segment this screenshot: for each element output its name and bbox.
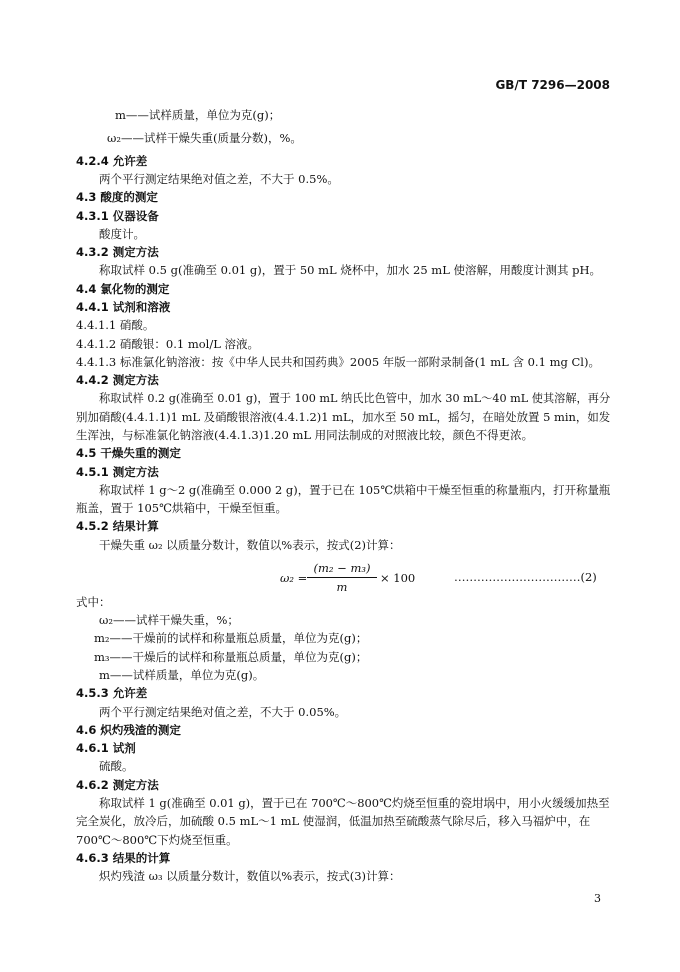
paragraph: 酸度计。 xyxy=(99,227,145,241)
formula-lhs: ω₂ = xyxy=(280,571,308,585)
section-heading: 4.6.1 试剂 xyxy=(76,741,136,755)
list-item: 4.4.1.3 标准氯化钠溶液：按《中华人民共和国药典》2005 年版一部附录制备(1 mL 含 0.1 mg Cl)。 xyxy=(76,355,600,369)
paragraph: 称取试样 1 g(准确至 0.01 g)，置于已在 700℃～800℃灼烧至恒重的瓷坩埚中，用小火缓缓加热至 xyxy=(99,796,610,810)
paragraph: 称取试样 0.5 g(准确至 0.01 g)，置于 50 mL 烧杯中，加水 25 mL 使溶解，用酸度计测其 pH。 xyxy=(99,263,602,277)
var-def-m2: m₂——干燥前的试样和称量瓶总质量，单位为克(g)； xyxy=(94,631,368,645)
paragraph: 称取试样 1 g～2 g(准确至 0.000 2 g)，置于已在 105℃烘箱中干燥至恒重的称量瓶内，打开称量瓶 xyxy=(99,483,611,497)
section-heading: 4.6 炽灼残渣的测定 xyxy=(76,723,181,737)
section-heading: 4.4 氯化物的测定 xyxy=(76,282,170,296)
section-heading: 4.4.2 测定方法 xyxy=(76,373,159,387)
paragraph: 两个平行测定结果绝对值之差，不大于 0.5%。 xyxy=(99,172,339,186)
var-def-w2: ω₂——试样干燥失重(质量分数)，%。 xyxy=(107,131,302,145)
paragraph: 炽灼残渣 ω₃ 以质量分数计，数值以%表示，按式(3)计算： xyxy=(99,869,401,883)
fraction-bar xyxy=(307,577,377,578)
paragraph: 硫酸。 xyxy=(99,759,134,773)
formula-rhs: × 100 xyxy=(380,571,416,585)
equation-number: ……………………………(2) xyxy=(454,570,597,584)
section-heading: 4.2.4 允许差 xyxy=(76,154,148,168)
section-heading: 4.6.3 结果的计算 xyxy=(76,851,171,865)
section-heading: 4.4.1 试剂和溶液 xyxy=(76,300,171,314)
standard-number: GB/T 7296—2008 xyxy=(495,78,610,92)
paragraph: 瓶盖，置于 105℃烘箱中，干燥至恒重。 xyxy=(76,501,287,515)
section-heading: 4.5.1 测定方法 xyxy=(76,465,159,479)
var-def-m: m——试样质量，单位为克(g)。 xyxy=(99,668,265,682)
list-item: 4.4.1.2 硝酸银：0.1 mol/L 溶液。 xyxy=(76,337,260,351)
section-heading: 4.3 酸度的测定 xyxy=(76,190,158,204)
section-heading: 4.5 干燥失重的测定 xyxy=(76,446,181,460)
section-heading: 4.6.2 测定方法 xyxy=(76,778,159,792)
formula-numerator: (m₂ − m₃) xyxy=(313,561,371,575)
paragraph: 生浑浊，与标准氯化钠溶液(4.4.1.3)1.20 mL 用同法制成的对照液比较，颜色不得更浓。 xyxy=(76,428,534,442)
paragraph: 两个平行测定结果绝对值之差，不大于 0.05%。 xyxy=(99,705,347,719)
section-heading: 4.5.3 允许差 xyxy=(76,686,148,700)
section-heading: 4.3.2 测定方法 xyxy=(76,245,159,259)
paragraph: 别加硝酸(4.4.1.1)1 mL 及硝酸银溶液(4.4.1.2)1 mL，加水至 50 mL，摇匀，在暗处放置 5 min，如发 xyxy=(76,410,611,424)
paragraph: 称取试样 0.2 g(准确至 0.01 g)，置于 100 mL 纳氏比色管中，加水 30 mL～40 mL 使其溶解，再分 xyxy=(99,391,611,405)
paragraph: 700℃～800℃下灼烧至恒重。 xyxy=(76,833,238,847)
paragraph: 干燥失重 ω₂ 以质量分数计，数值以%表示，按式(2)计算： xyxy=(99,538,401,552)
section-heading: 4.5.2 结果计算 xyxy=(76,519,159,533)
paragraph: 完全炭化，放冷后，加硫酸 0.5 mL～1 mL 使湿润，低温加热至硫酸蒸气除尽后，移入马福炉中，在 xyxy=(76,814,591,828)
paragraph: 式中： xyxy=(76,595,111,609)
var-def-m: m——试样质量，单位为克(g)； xyxy=(115,108,281,122)
list-item: 4.4.1.1 硝酸。 xyxy=(76,318,155,332)
var-def-w2: ω₂——试样干燥失重，%； xyxy=(99,613,239,627)
section-heading: 4.3.1 仪器设备 xyxy=(76,209,159,223)
var-def-m3: m₃——干燥后的试样和称量瓶总质量，单位为克(g)； xyxy=(94,650,368,664)
page-number: 3 xyxy=(594,892,601,905)
formula-denominator: m xyxy=(336,580,348,594)
